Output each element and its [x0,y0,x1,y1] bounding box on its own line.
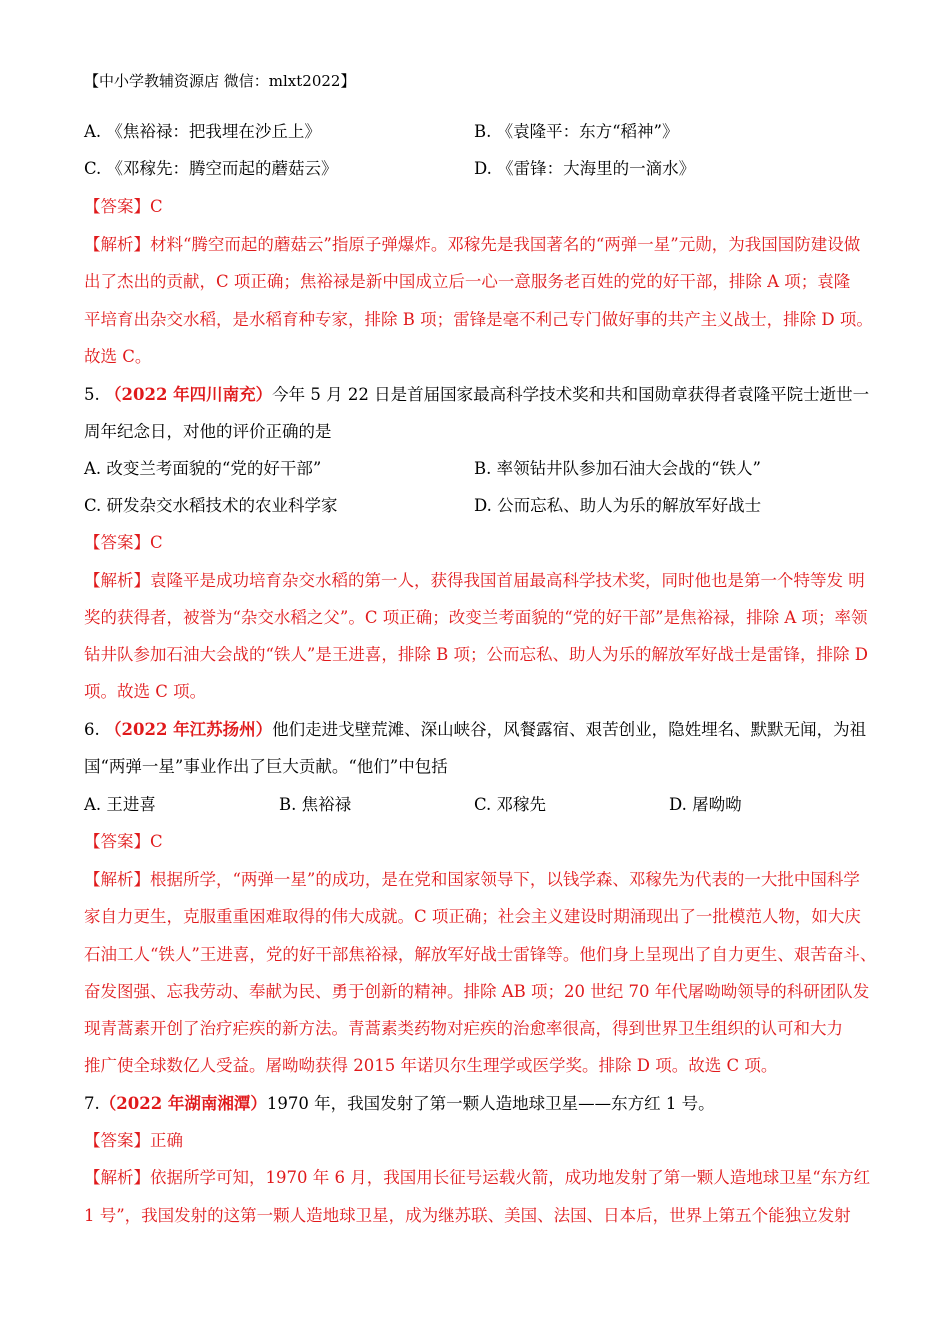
q6-stem-text: 他们走进戈壁荒滩、深山峡谷，风餐露宿、艰苦创业，隐姓埋名、默默无闻，为祖 [272,720,867,739]
q7-analysis-line: 【解析】依据所学可知，1970 年 6 月，我国用长征号运载火箭，成功地发射了第一颗人造地球卫星“东方红 [84,1168,871,1187]
q6-stem-continued: 国“两弹一星”事业作出了巨大贡献。“他们”中包括 [84,757,448,776]
q7-answer: 【答案】正确 [84,1131,183,1150]
q6-analysis-line: 奋发图强、忘我劳动、奉献为民、勇于创新的精神。排除 AB 项；20 世纪 70 年代屠呦呦领导的科研团队发 [84,982,870,1001]
q6-option-c: C. 邓稼先 [474,795,547,814]
q6-option-b: B. 焦裕禄 [279,795,352,814]
q6-option-d: D. 屠呦呦 [669,795,742,814]
q5-analysis-line: 项。故选 C 项。 [84,682,207,701]
q4-option-c: C. 《邓稼先：腾空而起的蘑菇云》 [84,159,338,178]
q5-source: （2022 年四川南充） [105,385,273,404]
q4-answer: 【答案】C [84,197,163,216]
q6-analysis-line: 家自力更生，克服重重困难取得的伟大成就。C 项正确；社会主义建设时期涌现出了一批模范人物，如大庆 [84,907,861,926]
q6-number: 6. [84,720,105,739]
q6-analysis-line: 推广使全球数亿人受益。屠呦呦获得 2015 年诺贝尔生理学或医学奖。排除 D 项。故选 C 项。 [84,1056,778,1075]
q6-answer: 【答案】C [84,832,163,851]
q6-analysis-line: 【解析】根据所学，“两弹一星”的成功，是在党和国家领导下，以钱学森、邓稼先为代表的一大批中国科学 [84,870,860,889]
q5-option-c: C. 研发杂交水稻技术的农业科学家 [84,496,338,515]
q6-stem [84,720,866,740]
q7-stem-text: 1970 年，我国发射了第一颗人造地球卫星——东方红 1 号。 [266,1094,715,1113]
q4-analysis-line: 平培育出杂交水稻，是水稻育种专家，排除 B 项；雷锋是毫不利己专门做好事的共产主义战士，排除 D 项。 [84,310,873,329]
q5-answer: 【答案】C [84,533,163,552]
q4-analysis-line: 出了杰出的贡献，C 项正确；焦裕禄是新中国成立后一心一意服务老百姓的党的好干部，排除 A 项；袁隆 [84,272,851,291]
q6-option-a: A. 王进喜 [84,795,156,814]
q4-analysis-line: 故选 C。 [84,347,152,366]
q4-option-a: A. 《焦裕禄：把我埋在沙丘上》 [84,122,321,141]
q4-option-b: B. 《袁隆平：东方“稻神”》 [474,122,679,141]
q7-analysis-line: 1 号”，我国发射的这第一颗人造地球卫星，成为继苏联、美国、法国、日本后，世界上第五个能独立发射 [84,1206,851,1225]
q5-stem [84,385,869,405]
q6-analysis-line: 石油工人“铁人”王进喜，党的好干部焦裕禄，解放军好战士雷锋等。他们身上呈现出了自力更生、艰苦奋斗、 [84,945,877,964]
q6-analysis-line: 现青蒿素开创了治疗疟疾的新方法。青蒿素类药物对疟疾的治愈率很高，得到世界卫生组织的认可和大力 [84,1019,843,1038]
q4-option-d: D. 《雷锋：大海里的一滴水》 [474,159,696,178]
q7-number: 7. [84,1094,100,1113]
q5-number: 5. [84,385,105,404]
q5-stem-text: 今年 5 月 22 日是首届国家最高科学技术奖和共和国勋章获得者袁隆平院士逝世一 [272,385,870,404]
q7-stem [84,1094,715,1114]
q5-option-b: B. 率领钻井队参加石油大会战的“铁人” [474,459,761,478]
q5-analysis-line: 奖的获得者，被誉为“杂交水稻之父”。C 项正确；改变兰考面貌的“党的好干部”是焦裕禄，排除 A 项；率领 [84,608,868,627]
q5-option-a: A. 改变兰考面貌的“党的好干部” [84,459,322,478]
q5-option-d: D. 公而忘私、助人为乐的解放军好战士 [474,496,762,515]
q5-analysis-line: 钻井队参加石油大会战的“铁人”是王进喜，排除 B 项；公而忘私、助人为乐的解放军好战士是雷锋，排除 D [84,645,868,664]
q4-analysis-line: 【解析】材料“腾空而起的蘑菇云”指原子弹爆炸。邓稼先是我国著名的“两弹一星”元勋，为我国国防建设做 [84,235,861,254]
q6-source: （2022 年江苏扬州） [105,720,273,739]
q7-source: （2022 年湖南湘潭） [99,1094,267,1113]
q5-analysis-line: 【解析】袁隆平是成功培育杂交水稻的第一人，获得我国首届最高科学技术奖，同时他也是第一个特等发 明 [84,571,865,590]
q5-stem-continued: 周年纪念日，对他的评价正确的是 [84,422,332,441]
resource-header: 【中小学教辅资源店 微信：mlxt2022】 [84,72,356,90]
